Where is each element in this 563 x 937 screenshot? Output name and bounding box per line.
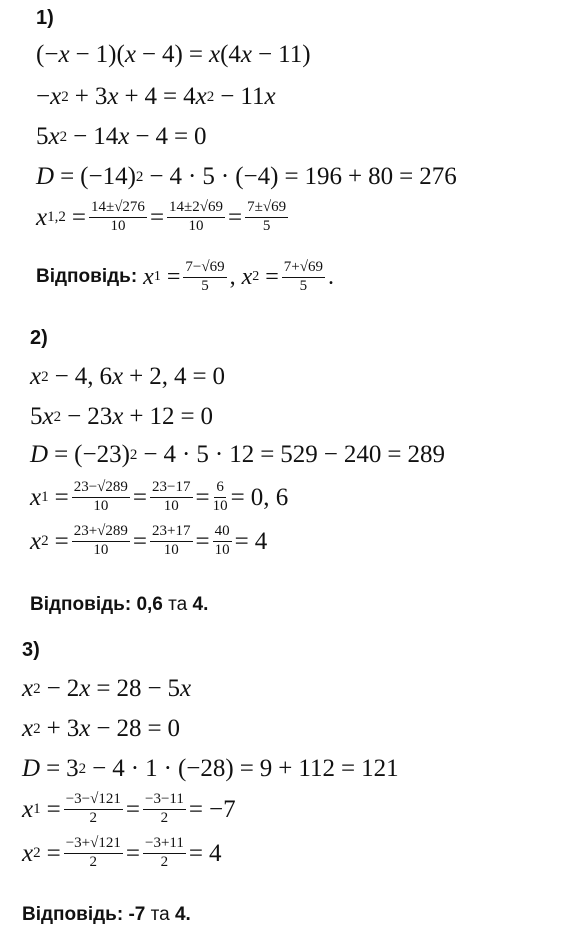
- fraction: $\frac{-3-11}{2}$: [144, 791, 184, 826]
- equation-line: x 2 − 2 x = 28 − 5 x: [22, 675, 192, 702]
- answer-line: Відповідь: 0,6 та 4.: [30, 594, 209, 615]
- fraction: $\frac{6}{10}$: [212, 479, 228, 514]
- fraction: $\frac{-3+11}{2}$: [144, 835, 184, 870]
- equation-line: 5 x 2 − 14 x − 4 = 0: [36, 123, 207, 150]
- answer-line: Відповідь: x 1 = $\frac{7-√69}{5}$ , x 2 = $\frac{7+√69}{5}$ .: [36, 259, 334, 294]
- problem-number: 2): [30, 327, 48, 349]
- fraction: $\frac{23+√289}{10}$: [73, 523, 128, 558]
- answer-label: Відповідь:: [30, 594, 132, 615]
- fraction: $\frac{23-√289}{10}$: [73, 479, 128, 514]
- fraction: $\frac{40}{10}$: [214, 523, 230, 558]
- root-x1-line: x 1 = $\frac{23-√289}{10}$ = $\frac{23-17}{10}$ = $\frac{6}{10}$ = 0, 6: [30, 479, 289, 514]
- discriminant-line: D = (−14) 2 − 4 · 5 · (−4) = 196 + 80 = 276: [36, 163, 457, 190]
- fraction: $\frac{23+17}{10}$: [152, 523, 191, 558]
- discriminant-line: D = (−23) 2 − 4 · 5 · 12 = 529 − 240 = 289: [30, 441, 446, 468]
- equation-line: (− x − 1)( x − 4) = x (4 x − 11): [36, 41, 311, 68]
- equation-line: x 2 + 3 x − 28 = 0: [22, 715, 181, 742]
- root-x2-line: x 2 = $\frac{-3+√121}{2}$ = $\frac{-3+11}{2}$ = 4: [22, 835, 222, 870]
- root-x1-line: x 1 = $\frac{-3-√121}{2}$ = $\frac{-3-11}{2}$ = −7: [22, 791, 236, 826]
- fraction: $\frac{7+√69}{5}$: [283, 259, 323, 294]
- equation-line: x 2 − 4, 6 x + 2, 4 = 0: [30, 363, 226, 390]
- roots-line: x 1,2 = $\frac{14\pm√276}{10}$ = $\frac{14\pm 2√69}{10}$ = $\frac{7\pm√69}{5}$: [36, 199, 287, 234]
- fraction: $\frac{14\pm 2√69}{10}$: [169, 199, 224, 234]
- fraction: $\frac{14\pm√276}{10}$: [90, 199, 145, 234]
- equation-line: − x 2 + 3 x + 4 = 4 x 2 − 11 x: [36, 83, 276, 110]
- answer-label: Відповідь:: [36, 266, 138, 288]
- equation-line: 5 x 2 − 23 x + 12 = 0: [30, 403, 214, 430]
- root-x2-line: x 2 = $\frac{23+√289}{10}$ = $\frac{23+17}{10}$ = $\frac{40}{10}$ = 4: [30, 523, 268, 558]
- fraction: $\frac{-3+√121}{2}$: [65, 835, 121, 870]
- answer-line: Відповідь: -7 та 4.: [22, 904, 191, 925]
- problem-number: 1): [36, 7, 54, 29]
- fraction: $\frac{7\pm√69}{5}$: [247, 199, 287, 234]
- problem-number: 3): [22, 639, 40, 661]
- fraction: $\frac{23-17}{10}$: [152, 479, 191, 514]
- discriminant-line: D = 3 2 − 4 · 1 · (−28) = 9 + 112 = 121: [22, 755, 399, 782]
- fraction: $\frac{7-√69}{5}$: [185, 259, 225, 294]
- answer-label: Відповідь:: [22, 904, 124, 925]
- fraction: $\frac{-3-√121}{2}$: [65, 791, 121, 826]
